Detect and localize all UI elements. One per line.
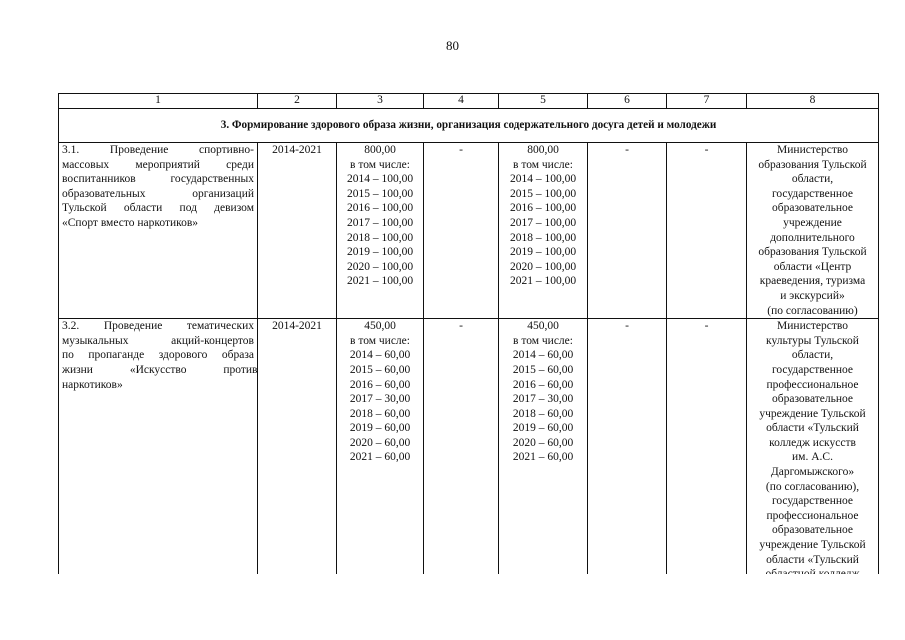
- text-line: Даргомыжского»: [770, 466, 855, 479]
- responsible-cell: [747, 143, 879, 319]
- text-line: учреждение Тульской: [759, 407, 866, 420]
- amount-line: 2017 – 100,00: [346, 216, 414, 229]
- amount-line: 2014 – 60,00: [349, 349, 411, 362]
- text-line: наркотиков»: [62, 378, 123, 391]
- text-line: области «Тульский: [766, 553, 859, 566]
- text-line: музыкальных акций-концертов: [62, 334, 254, 347]
- text-line: образования Тульской: [758, 158, 867, 171]
- text-line: государственное: [771, 187, 854, 200]
- amount-line: 2021 – 100,00: [509, 275, 577, 288]
- text-line: профессиональное: [766, 378, 859, 391]
- text-line: культуры Тульской: [766, 334, 859, 347]
- text-line: жизни «Искусство против: [62, 363, 258, 376]
- column-4-cell: -: [424, 319, 499, 583]
- amount-line: 2021 – 60,00: [512, 451, 574, 464]
- text-line: колледж искусств: [769, 436, 856, 449]
- amount-line: 2018 – 100,00: [509, 231, 577, 244]
- text-line: (по согласованию): [767, 304, 858, 317]
- amount-line: 2020 – 60,00: [512, 436, 574, 449]
- amount-line: 800,00: [527, 144, 559, 156]
- amount-line: 450,00: [364, 320, 396, 333]
- text-line: образовательное: [771, 524, 854, 537]
- table-row: [59, 143, 879, 319]
- amount-line: 800,00: [364, 144, 396, 156]
- column-6-cell: -: [588, 143, 667, 319]
- activity-title: [59, 143, 258, 319]
- column-7-cell: -: [667, 319, 747, 583]
- amount-line: 2015 – 60,00: [512, 363, 574, 376]
- text-line: государственное: [771, 363, 854, 376]
- text-line: образовательных организаций: [62, 187, 254, 200]
- section-heading-row: [59, 109, 879, 143]
- page-bottom-margin: [0, 574, 905, 640]
- amount-line: 2016 – 60,00: [349, 378, 411, 391]
- text-line: воспитанников государственных: [62, 173, 254, 186]
- amount-line: 2019 – 100,00: [346, 246, 414, 259]
- amount-line: в том числе:: [513, 334, 573, 347]
- amount-line: 2014 – 60,00: [512, 349, 574, 362]
- budget-funding-cell: [499, 143, 588, 319]
- amount-line: 2020 – 100,00: [509, 260, 577, 273]
- amount-line: 2018 – 60,00: [349, 407, 411, 420]
- amount-line: 2019 – 100,00: [509, 246, 577, 259]
- amount-line: 2021 – 60,00: [349, 451, 411, 464]
- total-funding-cell: [337, 319, 424, 583]
- text-line: области «Тульский: [766, 422, 859, 435]
- text-line: им. А.С.: [792, 451, 833, 464]
- amount-line: 2014 – 100,00: [346, 173, 414, 186]
- amount-line: 2015 – 100,00: [346, 187, 414, 200]
- column-number: 3: [337, 94, 424, 109]
- text-line: Тульской области под девизом: [62, 202, 254, 215]
- text-line: 3.1. Проведение спортивно-: [62, 144, 254, 156]
- amount-line: 2020 – 100,00: [346, 260, 414, 273]
- page-number: 80: [446, 38, 459, 53]
- period-cell: 2014-2021: [258, 319, 337, 583]
- budget-funding-cell: [499, 319, 588, 583]
- amount-line: 2015 – 100,00: [509, 187, 577, 200]
- text-line: области,: [791, 173, 834, 186]
- column-number: 2: [258, 94, 337, 109]
- amount-line: в том числе:: [350, 158, 410, 171]
- amount-line: 2018 – 60,00: [512, 407, 574, 420]
- amount-line: 2014 – 100,00: [509, 173, 577, 186]
- amount-line: 2020 – 60,00: [349, 436, 411, 449]
- column-number: 5: [499, 94, 588, 109]
- column-7-cell: -: [667, 143, 747, 319]
- text-line: профессиональное: [766, 509, 859, 522]
- column-number-row: [59, 94, 879, 109]
- text-line: учреждение Тульской: [759, 539, 866, 552]
- program-table: [58, 93, 879, 583]
- text-line: области «Центр: [773, 260, 852, 273]
- column-number: 1: [59, 94, 258, 109]
- total-funding-cell: [337, 143, 424, 319]
- activity-title: [59, 319, 258, 583]
- text-line: Министерство: [777, 144, 848, 156]
- column-number: 4: [424, 94, 499, 109]
- text-line: 3.2. Проведение тематических: [62, 320, 254, 333]
- amount-line: в том числе:: [350, 334, 410, 347]
- amount-line: в том числе:: [513, 158, 573, 171]
- text-line: учреждение: [783, 216, 842, 229]
- column-4-cell: -: [424, 143, 499, 319]
- responsible-cell: [747, 319, 879, 583]
- amount-line: 2017 – 30,00: [349, 393, 411, 406]
- amount-line: 2015 – 60,00: [349, 363, 411, 376]
- amount-line: 2018 – 100,00: [346, 231, 414, 244]
- section-title: 3. Формирование здорового образа жизни, организация содержательного досуга детей и молодежи: [59, 109, 879, 143]
- column-number: 7: [667, 94, 747, 109]
- amount-line: 450,00: [527, 320, 559, 333]
- column-number: 8: [747, 94, 879, 109]
- amount-line: 2021 – 100,00: [346, 275, 414, 288]
- column-6-cell: -: [588, 319, 667, 583]
- text-line: массовых мероприятий среди: [62, 158, 254, 171]
- amount-line: 2016 – 100,00: [509, 202, 577, 215]
- text-line: Министерство: [777, 320, 848, 333]
- text-line: государственное: [771, 495, 854, 508]
- text-line: «Спорт вместо наркотиков»: [62, 216, 199, 229]
- column-number: 6: [588, 94, 667, 109]
- amount-line: 2017 – 100,00: [509, 216, 577, 229]
- text-line: (по согласованию),: [765, 480, 860, 493]
- amount-line: 2016 – 100,00: [346, 202, 414, 215]
- text-line: образовательное: [771, 202, 854, 215]
- text-line: и экскурсий»: [780, 289, 845, 302]
- text-line: краеведения, туризма: [759, 275, 866, 288]
- text-line: по пропаганде здорового образа: [62, 349, 254, 362]
- table-row: [59, 319, 879, 583]
- amount-line: 2019 – 60,00: [512, 422, 574, 435]
- text-line: дополнительного: [770, 231, 855, 244]
- amount-line: 2019 – 60,00: [349, 422, 411, 435]
- text-line: образовательное: [771, 393, 854, 406]
- text-line: области,: [791, 349, 834, 362]
- period-cell: 2014-2021: [258, 143, 337, 319]
- amount-line: 2017 – 30,00: [512, 393, 574, 406]
- amount-line: 2016 – 60,00: [512, 378, 574, 391]
- text-line: образования Тульской: [758, 246, 867, 259]
